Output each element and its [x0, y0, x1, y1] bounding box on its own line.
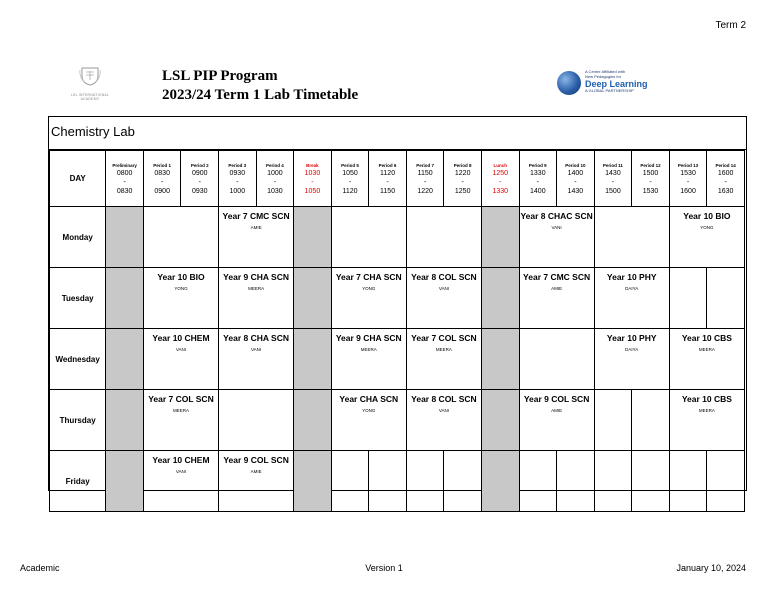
day-column-header: DAY	[50, 151, 106, 207]
footer-right: January 10, 2024	[676, 563, 746, 573]
break-slot	[294, 451, 332, 512]
class-name: Year 10 CHEM	[152, 333, 210, 343]
teacher-name: VANI	[438, 286, 449, 291]
footer-left: Academic	[20, 563, 60, 573]
teacher-name: YONG	[700, 225, 714, 230]
period-start: 0830	[154, 169, 170, 177]
break-slot	[294, 329, 332, 390]
partner-line-2: New Pedagogies for	[585, 73, 622, 79]
class-slot	[331, 268, 406, 329]
period-end: 1220	[417, 187, 433, 195]
period-end: 1150	[380, 187, 396, 195]
empty-slot	[557, 451, 595, 512]
teacher-name: DAIYA	[625, 286, 639, 291]
class-slot	[594, 329, 669, 390]
period-sep: -	[161, 178, 164, 186]
period-header	[594, 151, 632, 207]
day-label: Tuesday	[50, 268, 106, 329]
period-header	[707, 151, 745, 207]
period-header	[632, 151, 670, 207]
period-header	[106, 151, 144, 207]
period-name: Period 3	[228, 162, 247, 168]
class-name: Year 8 COL SCN	[411, 394, 477, 404]
period-start: 1530	[680, 169, 696, 177]
teacher-name: YONG	[362, 408, 376, 413]
class-name: Year 10 CBS	[681, 394, 732, 404]
page-title	[162, 67, 358, 105]
period-header	[256, 151, 294, 207]
partner-line-3: A GLOBAL PARTNERSHIP	[585, 88, 634, 93]
period-start: 1120	[380, 169, 396, 177]
empty-slot	[406, 451, 444, 512]
teacher-name: AMIE	[250, 225, 262, 230]
class-slot	[143, 451, 218, 512]
period-name: Break	[306, 162, 319, 168]
teacher-name: MEERA	[360, 347, 377, 352]
empty-slot	[519, 451, 557, 512]
timetable-frame	[48, 116, 747, 491]
period-end: 0930	[191, 187, 208, 195]
school-logo-text: LSL INTERNATIONAL ACADEMY	[70, 93, 110, 101]
period-sep: -	[423, 178, 427, 186]
class-slot	[219, 207, 294, 268]
class-name: Year 8 CHA SCN	[223, 333, 289, 343]
class-name: Year 7 COL SCN	[411, 333, 477, 343]
title-line-2: 2023/24 Term 1 Lab Timetable	[162, 87, 359, 103]
period-sep: -	[686, 178, 690, 186]
period-sep: -	[386, 178, 389, 186]
day-label: Monday	[50, 207, 106, 268]
class-slot	[331, 390, 406, 451]
term-label: Term 2	[715, 20, 746, 31]
period-start: 0930	[229, 169, 246, 177]
break-slot	[481, 329, 519, 390]
class-slot	[669, 329, 744, 390]
partner-line-1: A Centre Affiliated with	[585, 69, 625, 74]
break-slot	[294, 390, 332, 451]
empty-slot	[369, 451, 407, 512]
empty-slot	[632, 390, 670, 451]
teacher-name: VANI	[175, 469, 187, 474]
class-name: Year 7 CHA SCN	[335, 272, 402, 282]
period-start: 1400	[567, 169, 584, 177]
period-sep: -	[123, 178, 126, 186]
period-name: Period 1	[153, 162, 172, 168]
day-label: Friday	[50, 451, 106, 512]
teacher-name: MEERA	[698, 347, 715, 352]
period-start: 0900	[191, 169, 208, 177]
class-slot	[143, 268, 218, 329]
empty-slot	[406, 207, 481, 268]
empty-slot	[331, 451, 369, 512]
class-name: Year 9 COL SCN	[223, 455, 289, 465]
break-slot	[481, 390, 519, 451]
globe-icon	[557, 71, 581, 95]
break-slot	[106, 390, 144, 451]
empty-slot	[669, 451, 707, 512]
class-name: Year 9 CHA SCN	[335, 333, 402, 343]
period-name: Period 13	[677, 162, 699, 168]
class-slot	[519, 390, 594, 451]
class-slot	[594, 268, 669, 329]
period-name: Period 12	[640, 162, 661, 168]
period-end: 0830	[116, 187, 133, 195]
period-sep: -	[198, 178, 201, 186]
empty-slot	[669, 268, 707, 329]
period-header	[519, 151, 557, 207]
day-label: Thursday	[50, 390, 106, 451]
day-row	[50, 390, 745, 451]
period-start: 1430	[605, 169, 621, 177]
school-logo	[62, 66, 118, 100]
period-name: Period 6	[378, 162, 397, 168]
class-slot	[219, 329, 294, 390]
period-header	[331, 151, 369, 207]
day-row	[50, 329, 745, 390]
footer-center: Version 1	[365, 563, 403, 573]
class-slot	[143, 329, 218, 390]
class-name: Year 8 CHAC SCN	[520, 211, 593, 221]
class-slot	[519, 268, 594, 329]
class-slot	[669, 207, 744, 268]
teacher-name: YONG	[362, 286, 376, 291]
empty-slot	[707, 451, 745, 512]
empty-slot	[594, 390, 632, 451]
teacher-name: VANI	[438, 408, 449, 413]
teacher-name: MEERA	[698, 408, 715, 413]
period-header	[219, 151, 257, 207]
class-slot	[219, 451, 294, 512]
break-slot	[106, 329, 144, 390]
class-slot	[143, 390, 218, 451]
period-end: 1530	[642, 187, 659, 195]
period-sep: -	[273, 178, 277, 186]
period-name: Period 4	[265, 162, 284, 168]
class-name: Year 10 CHEM	[152, 455, 210, 465]
period-header	[481, 151, 519, 207]
teacher-name: MEERA	[435, 347, 452, 352]
break-slot	[481, 268, 519, 329]
period-sep: -	[574, 178, 577, 186]
period-name: Period 8	[453, 162, 472, 168]
period-end: 1000	[229, 187, 246, 195]
period-sep: -	[536, 178, 539, 186]
empty-slot	[219, 390, 294, 451]
period-sep: -	[348, 178, 352, 186]
partner-name: Deep Learning	[585, 79, 648, 89]
empty-slot	[331, 207, 406, 268]
break-slot	[481, 451, 519, 512]
teacher-name: VANI	[175, 347, 187, 352]
teacher-name: VANI	[251, 347, 262, 352]
empty-slot	[707, 268, 745, 329]
crest-icon	[79, 66, 101, 86]
class-name: Year 10 BIO	[157, 272, 205, 282]
teacher-name: DAIYA	[625, 347, 639, 352]
period-name: Preliminary	[112, 162, 137, 168]
period-name: Period 5	[341, 162, 359, 168]
teacher-name: MEERA	[172, 408, 189, 413]
period-header	[181, 151, 219, 207]
empty-slot	[594, 207, 669, 268]
period-end: 1030	[267, 187, 283, 195]
period-start: 1050	[342, 169, 358, 177]
class-name: Year 10 PHY	[606, 272, 657, 282]
period-header	[557, 151, 595, 207]
day-label: Wednesday	[50, 329, 106, 390]
teacher-name: MEERA	[248, 286, 265, 291]
class-slot	[519, 207, 594, 268]
break-slot	[106, 207, 144, 268]
period-end: 1630	[717, 187, 734, 195]
period-start: 1250	[492, 169, 509, 177]
period-name: Period 11	[602, 162, 623, 168]
period-end: 1330	[492, 187, 509, 195]
empty-slot	[632, 451, 670, 512]
class-slot	[406, 329, 481, 390]
period-name: Period 2	[190, 162, 209, 168]
class-name: Year 8 COL SCN	[411, 272, 477, 282]
period-start: 1500	[642, 169, 659, 177]
period-end: 1500	[605, 187, 621, 195]
empty-slot	[143, 207, 218, 268]
break-slot	[481, 207, 519, 268]
period-start: 1150	[417, 169, 433, 177]
class-slot	[331, 329, 406, 390]
period-end: 1430	[567, 187, 584, 195]
period-header	[669, 151, 707, 207]
class-name: Year 9 COL SCN	[523, 394, 590, 404]
teacher-name: AMIE	[551, 408, 563, 413]
class-slot	[406, 268, 481, 329]
period-start: 1030	[304, 169, 321, 177]
period-sep: -	[236, 178, 239, 186]
day-row	[50, 268, 745, 329]
teacher-name: YONG	[174, 286, 188, 291]
break-slot	[106, 268, 144, 329]
period-start: 1000	[267, 169, 283, 177]
class-name: Year CHA SCN	[339, 394, 399, 404]
break-slot	[294, 268, 332, 329]
period-name: Period 9	[528, 162, 547, 168]
empty-slot	[444, 451, 482, 512]
period-end: 0900	[154, 187, 170, 195]
teacher-name: VANI	[551, 225, 562, 230]
class-name: Year 9 CHA SCN	[223, 272, 289, 282]
period-name: Lunch	[493, 162, 507, 168]
period-header	[294, 151, 332, 207]
period-sep: -	[461, 178, 464, 186]
class-name: Year 7 CMC SCN	[523, 272, 591, 282]
period-sep: -	[311, 178, 314, 186]
period-end: 1120	[342, 187, 358, 195]
title-line-1: LSL PIP Program	[162, 68, 278, 84]
day-row	[50, 451, 745, 512]
period-sep: -	[499, 178, 502, 186]
class-slot	[669, 390, 744, 451]
period-end: 1250	[454, 187, 471, 195]
class-name: Year 10 CBS	[681, 333, 732, 343]
period-end: 1400	[530, 187, 546, 195]
break-slot	[294, 207, 332, 268]
period-start: 1600	[717, 169, 734, 177]
break-slot	[106, 451, 144, 512]
class-slot	[406, 390, 481, 451]
period-start: 1220	[454, 169, 471, 177]
period-header	[444, 151, 482, 207]
class-name: Year 10 PHY	[606, 333, 657, 343]
period-header	[143, 151, 181, 207]
empty-slot	[594, 451, 632, 512]
period-sep: -	[724, 178, 727, 186]
period-sep: -	[649, 178, 652, 186]
timetable	[49, 150, 745, 512]
teacher-name: AMIE	[551, 286, 563, 291]
period-name: Period 10	[565, 162, 586, 168]
teacher-name: AMIE	[250, 469, 262, 474]
period-sep: -	[611, 178, 615, 186]
period-start: 1330	[530, 169, 546, 177]
period-end: 1600	[680, 187, 696, 195]
period-header	[406, 151, 444, 207]
empty-slot	[519, 329, 594, 390]
day-row	[50, 207, 745, 268]
period-start: 0800	[116, 169, 133, 177]
period-name: Period 7	[416, 162, 434, 168]
class-name: Year 10 BIO	[683, 211, 731, 221]
period-name: Period 14	[715, 162, 736, 168]
class-slot	[219, 268, 294, 329]
class-name: Year 7 COL SCN	[148, 394, 214, 404]
period-end: 1050	[304, 187, 321, 195]
lab-title: Chemistry Lab	[51, 124, 135, 139]
class-name: Year 7 CMC SCN	[222, 211, 290, 221]
period-header	[369, 151, 407, 207]
